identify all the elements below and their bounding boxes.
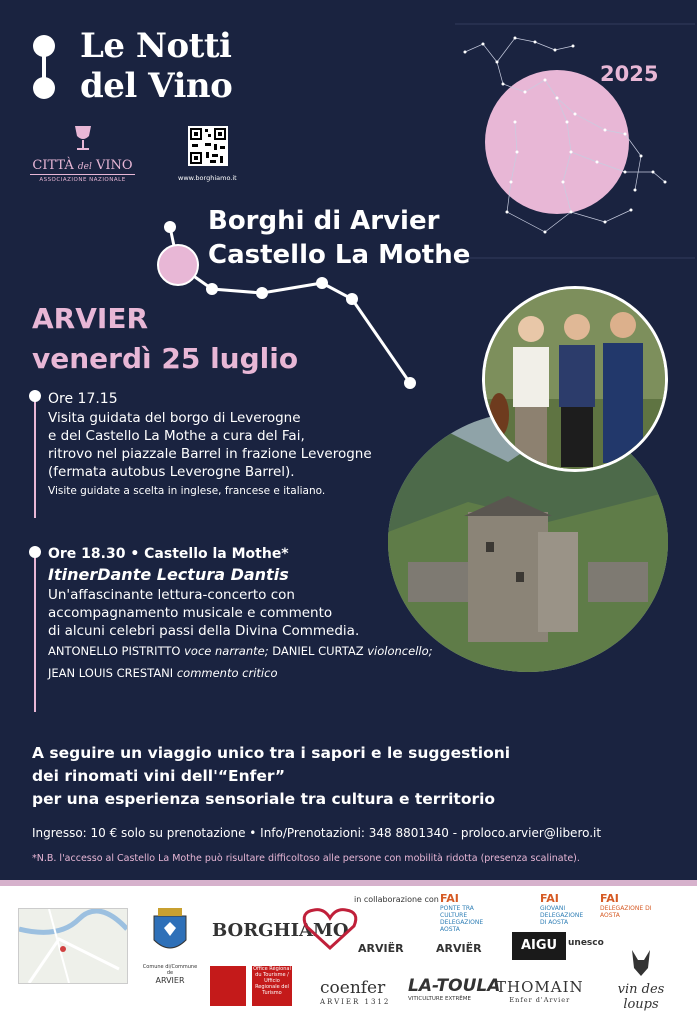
event-1-desc-line: e del Castello La Mothe a cura del Fai, [48, 428, 305, 444]
event-2-subtitle: ItinerDante Lectura Dantis [48, 565, 289, 584]
tourism-office-logo: Office Régional du Tourisme / Ufficio Regionale del Turismo [252, 966, 292, 1006]
event-2-desc-line: Un'affascinante lettura-concerto con [48, 587, 295, 603]
title-line-1: Le Notti [80, 26, 232, 66]
collaboration-label: in collaborazione con [354, 895, 439, 904]
credit-line [48, 662, 468, 684]
thomain-subtitle: Enfer d'Arvier [509, 996, 571, 1004]
performers-photo [482, 286, 668, 472]
booking-info: Ingresso: 10 € solo su prenotazione • Info/Prenotazioni: 348 8801340 - proloco.arvier@libero.it [32, 826, 602, 840]
credit-role: voce narrante; [184, 644, 269, 658]
followup-line: dei rinomati vini dell'“Enfer” [32, 767, 286, 785]
citta-del-vino-name [30, 158, 135, 173]
vin-des-loups-name: vin des loups [617, 982, 665, 1012]
event-2-desc-line: di alcuni celebri passi della Divina Commedia. [48, 623, 360, 639]
followup-line: per una esperienza sensoriale tra cultura e territorio [32, 790, 496, 808]
map-icon [19, 909, 127, 983]
coenfer-subtitle: ARVIER 1312 [320, 998, 391, 1006]
vin-des-loups-logo [606, 948, 676, 1012]
credit-name: DANIEL CURTAZ [272, 644, 364, 658]
aigu-logo: AIGU [512, 932, 566, 960]
constellation-map-icon [455, 22, 695, 262]
unesco-logo: unesco [568, 938, 604, 948]
cdv-word-a: CITTÀ [32, 158, 74, 173]
fai-subtitle: PONTE TRA CULTURE DELEGAZIONE AOSTA [440, 905, 484, 933]
thomain-name: THOMAIN [496, 978, 584, 996]
location-line-2: Castello La Mothe [208, 240, 471, 270]
coenfer-logo [320, 978, 390, 1006]
timeline-line-1 [34, 398, 36, 518]
fai-logo-2 [540, 892, 590, 926]
location-line-1: Borghi di Arvier [208, 206, 440, 236]
sponsors-bar [0, 886, 697, 1024]
la-toula-name: LA-TOULA [408, 976, 501, 996]
accessibility-note: *N.B. l'accesso al Castello La Mothe può risultare difficoltoso alle persone con mobilità ridotta (presenza scalinate). [32, 853, 580, 864]
event-1-description [48, 409, 388, 481]
valle-d-aosta-logo [210, 966, 246, 1006]
event-1 [48, 390, 388, 497]
timeline-dot-2 [29, 546, 41, 558]
festival-title [80, 26, 232, 106]
fai-name: FAI [540, 892, 559, 905]
arvier-proloco-logo: ARVIËR [436, 942, 482, 955]
thomain-logo [496, 978, 584, 1004]
la-toula-logo [408, 976, 500, 1002]
coenfer-name: coenfer [320, 978, 386, 998]
title-line-2: del Vino [80, 66, 233, 106]
credit-line [48, 640, 468, 662]
event-location [208, 204, 470, 272]
fai-name: FAI [600, 892, 619, 905]
credit-role: commento critico [176, 666, 278, 680]
event-1-time: Ore 17.15 [48, 391, 118, 407]
fai-logo-1 [440, 892, 500, 933]
coat-of-arms-icon [150, 906, 190, 960]
fai-logo-3 [600, 892, 660, 919]
comune-name: ARVIER [155, 976, 185, 985]
event-1-desc-line: Visita guidata del borgo di Leverogne [48, 410, 301, 426]
event-1-note: Visite guidate a scelta in inglese, francese e italiano. [48, 485, 326, 497]
la-toula-subtitle: VITICULTURE EXTRÊME [408, 996, 471, 1002]
fai-name: FAI [440, 892, 459, 905]
fai-subtitle: DELEGAZIONE DI AOSTA [600, 905, 652, 919]
timeline-dot-1 [29, 390, 41, 402]
event-2-time: Ore 18.30 • Castello la Mothe* [48, 546, 289, 562]
comune-arvier-logo [140, 906, 200, 985]
citta-del-vino-subtitle: ASSOCIAZIONE NAZIONALE [30, 174, 135, 183]
performers-image [485, 289, 665, 469]
credit-name: ANTONELLO PISTRITTO [48, 644, 181, 658]
followup-line: A seguire un viaggio unico tra i sapori e le suggestioni [32, 744, 511, 762]
citta-del-vino-logo [30, 122, 135, 183]
logo-dots-icon [30, 32, 70, 112]
event-2 [48, 544, 468, 684]
credit-name: JEAN LOUIS CRESTANI [48, 666, 174, 680]
arvier-library-logo: ARVIËR [358, 942, 404, 955]
borghiamo-logo: BORGHIAMO [212, 920, 349, 941]
comune-label: Comune di/Commune de [142, 964, 198, 976]
event-1-desc-line: ritrovo nel piazzale Barrel in frazione Leverogne [48, 446, 372, 462]
town-name: ARVIER [32, 302, 149, 335]
fai-subtitle: GIOVANI DELEGAZIONE DI AOSTA [540, 905, 584, 926]
timeline-line-2 [34, 552, 36, 712]
location-map[interactable] [18, 908, 128, 984]
event-2-description [48, 586, 468, 640]
cdv-word-b: VINO [96, 158, 133, 173]
website-url: www.borghiamo.it [178, 174, 237, 182]
wolf-icon [628, 948, 654, 978]
event-2-desc-line: accompagnamento musicale e commento [48, 605, 333, 621]
event-1-desc-line: (fermata autobus Leverogne Barrel). [48, 464, 295, 480]
heart-icon [300, 906, 360, 952]
edition-year: 2025 [600, 62, 659, 86]
qr-code-icon[interactable] [188, 126, 228, 166]
event-2-credits [48, 640, 468, 684]
followup-text [32, 742, 510, 811]
event-date: venerdì 25 luglio [32, 342, 299, 375]
cdv-word-del: del [77, 162, 92, 172]
wine-glass-icon [69, 122, 97, 152]
credit-role: violoncello; [367, 644, 433, 658]
